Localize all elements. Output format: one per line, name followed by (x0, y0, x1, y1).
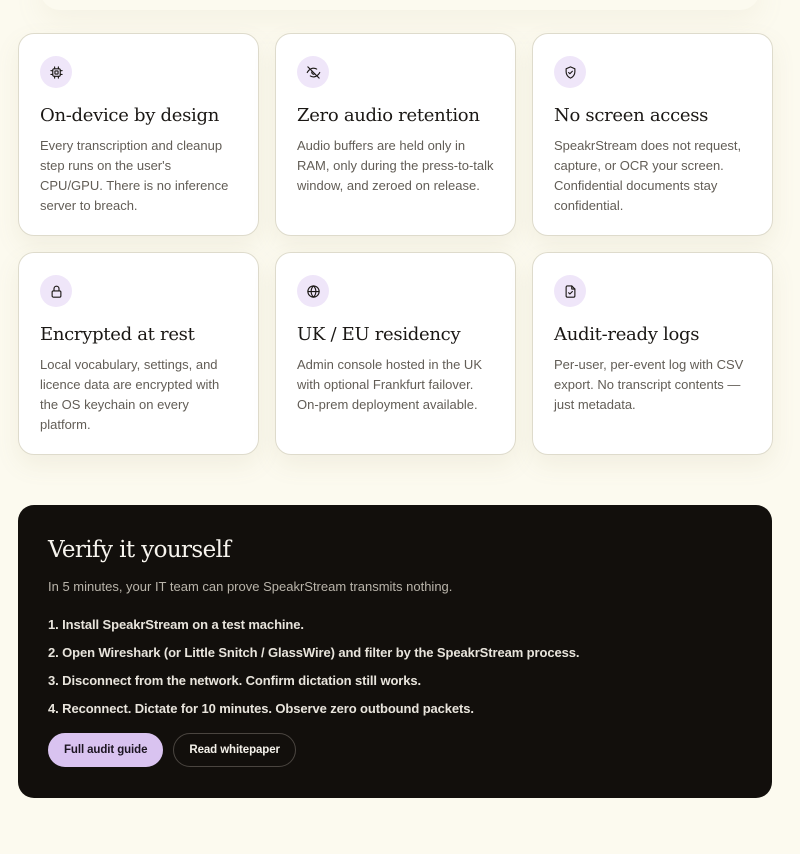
feature-title: UK / EU residency (297, 324, 461, 345)
verify-actions (48, 733, 742, 767)
verify-step: 2. Open Wireshark (or Little Snitch / GlassWire) and filter by the SpeakrStream process. (48, 645, 580, 660)
feature-title: Audit-ready logs (554, 324, 700, 345)
feature-card-zero-audio (275, 33, 516, 236)
feature-title: No screen access (554, 105, 709, 126)
read-whitepaper-button[interactable]: Read whitepaper (173, 733, 296, 767)
file-check-icon (554, 275, 586, 307)
shield-check-icon (554, 56, 586, 88)
full-audit-guide-button[interactable]: Full audit guide (48, 733, 163, 767)
feature-title: Zero audio retention (297, 105, 480, 126)
feature-description: SpeakrStream does not request, capture, or OCR your screen. Confidential documents stay confidential. (554, 138, 742, 213)
globe-icon (297, 275, 329, 307)
verify-steps-list (48, 616, 742, 718)
security-features-grid (18, 33, 772, 455)
chip-icon (40, 56, 72, 88)
feature-description: Local vocabulary, settings, and licence data are encrypted with the OS keychain on every platform. (40, 357, 220, 432)
feature-description: Per-user, per-event log with CSV export. No transcript contents — just metadata. (554, 357, 744, 412)
feature-title: Encrypted at rest (40, 324, 195, 345)
verify-step: 1. Install SpeakrStream on a test machine. (48, 617, 304, 632)
lock-icon (40, 275, 72, 307)
feature-card-on-device (18, 33, 259, 236)
eye-off-icon (297, 56, 329, 88)
feature-description: Admin console hosted in the UK with optional Frankfurt failover. On-prem deployment available. (297, 357, 482, 412)
verify-subtitle: In 5 minutes, your IT team can prove SpeakrStream transmits nothing. (48, 579, 453, 594)
feature-card-residency (275, 252, 516, 455)
verify-panel (18, 505, 772, 798)
feature-title: On-device by design (40, 105, 219, 126)
feature-card-audit-logs (532, 252, 773, 455)
verify-step: 4. Reconnect. Dictate for 10 minutes. Observe zero outbound packets. (48, 701, 474, 716)
verify-title: Verify it yourself (48, 537, 231, 563)
verify-step: 3. Disconnect from the network. Confirm dictation still works. (48, 673, 422, 688)
feature-card-no-screen (532, 33, 773, 236)
feature-description: Every transcription and cleanup step runs on the user's CPU/GPU. There is no inference server to breach. (40, 138, 229, 213)
previous-section-edge (40, 0, 760, 10)
feature-description: Audio buffers are held only in RAM, only during the press-to-talk window, and zeroed on release. (297, 138, 494, 193)
feature-card-encrypted (18, 252, 259, 455)
